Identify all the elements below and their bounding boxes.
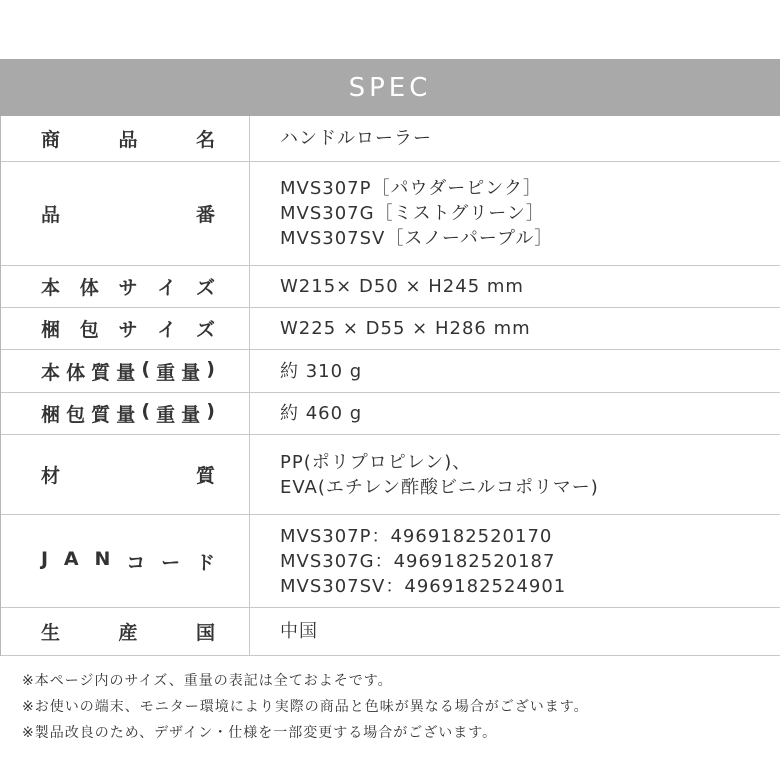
spec-value-line: PP(ポリプロピレン)、 [280,451,472,473]
spec-value-line: EVA(エチレン酢酸ビニルコポリマー) [280,476,599,498]
spec-label-char: 包 [66,404,86,426]
spec-value-line: MVS307P：4969182520170 [280,525,553,547]
spec-row-material [1,435,780,515]
spec-value-line: MVS307P［パウダーピンク］ [280,178,542,199]
spec-label-char: A [63,547,79,570]
spec-label [1,393,250,434]
spec-label-char: ( [141,357,150,380]
spec-label-char: N [94,547,111,570]
spec-label-char: 品 [41,204,61,226]
spec-label-char: 梱 [41,404,61,426]
spec-value-line: MVS307G：4969182520187 [280,550,556,572]
spec-label-char: 量 [181,361,201,384]
spec-value-line: 約 460 g [280,403,363,424]
spec-label-char: イ [157,277,177,299]
spec-label-char: 質 [91,404,111,426]
spec-header [0,59,780,116]
spec-value-line: W215× D50 × H245 mm [280,276,524,297]
spec-row-jan-code [1,515,780,608]
spec-label-char: 名 [195,129,215,151]
spec-value-line: W225 × D55 × H286 mm [280,318,531,339]
spec-value [250,608,780,655]
spec-label-char: 体 [79,277,99,299]
spec-label-char: 国 [195,622,215,644]
spec-label-char: 商 [41,129,61,151]
spec-label-char: 量 [116,361,136,384]
spec-label-char: 番 [195,204,215,226]
spec-title: SPEC [348,72,432,103]
spec-label-char: サ [118,277,138,299]
spec-label-char: 重 [156,361,176,384]
spec-value-line: MVS307SV［スノーパープル］ [280,228,554,249]
spec-table [0,116,780,656]
spec-label-char: ー [161,551,181,574]
spec-row-country [1,608,780,656]
spec-label-char: イ [157,319,177,341]
spec-label-char: 包 [79,319,99,341]
note-line: ※本ページ内のサイズ、重量の表記は全ておよそです。 [22,673,393,689]
spec-value [250,515,780,607]
spec-value-line: MVS307SV：4969182524901 [280,575,567,597]
note-line: ※お使いの端末、モニター環境により実際の商品と色味が異なる場合がございます。 [22,699,589,715]
spec-value-line: 約 310 g [280,360,363,382]
spec-label [1,435,250,514]
spec-label-char: ズ [195,319,215,341]
spec-label [1,308,250,349]
spec-label-char: 材 [41,465,61,487]
spec-value [250,435,780,514]
spec-value [250,266,780,307]
spec-label-char: 品 [118,129,138,151]
spec-row-product-number [1,162,780,266]
spec-label-char: 体 [66,361,86,384]
spec-label-char: 本 [41,361,61,384]
spec-value-line: 中国 [280,621,318,642]
spec-label-char: 質 [195,465,215,487]
spec-label [1,116,250,161]
spec-value-line: MVS307G［ミストグリーン］ [280,203,545,224]
spec-label-char: ) [206,357,215,380]
spec-label-char: 生 [41,622,61,644]
spec-label [1,266,250,307]
spec-label-char: コ [126,551,146,574]
spec-label-char: ズ [195,277,215,299]
spec-label-char: 本 [41,277,61,299]
spec-label-char: 量 [116,404,136,426]
spec-label-char: ( [141,400,150,422]
spec-row-product-name [1,116,780,162]
spec-row-body-size [1,266,780,308]
spec-value [250,393,780,434]
spec-label [1,608,250,655]
spec-label-char: ) [206,400,215,422]
spec-value [250,350,780,392]
note-line: ※製品改良のため、デザイン・仕様を一部変更する場合がございます。 [22,725,498,741]
spec-label-char: J [41,547,49,570]
spec-value [250,116,780,161]
spec-label [1,515,250,607]
spec-label-char: 量 [181,404,201,426]
spec-value [250,162,780,265]
spec-label-char: サ [118,319,138,341]
spec-label [1,162,250,265]
spec-row-package-weight [1,393,780,435]
spec-label-char: 重 [156,404,176,426]
spec-row-package-size [1,308,780,350]
spec-value [250,308,780,349]
spec-label [1,350,250,392]
notes [22,668,589,746]
spec-label-char: ド [195,551,215,574]
spec-label-char: 産 [118,622,138,644]
spec-label-char: 梱 [41,319,61,341]
spec-label-char: 質 [91,361,111,384]
spec-row-body-weight [1,350,780,393]
spec-value-line: ハンドルローラー [280,128,432,149]
